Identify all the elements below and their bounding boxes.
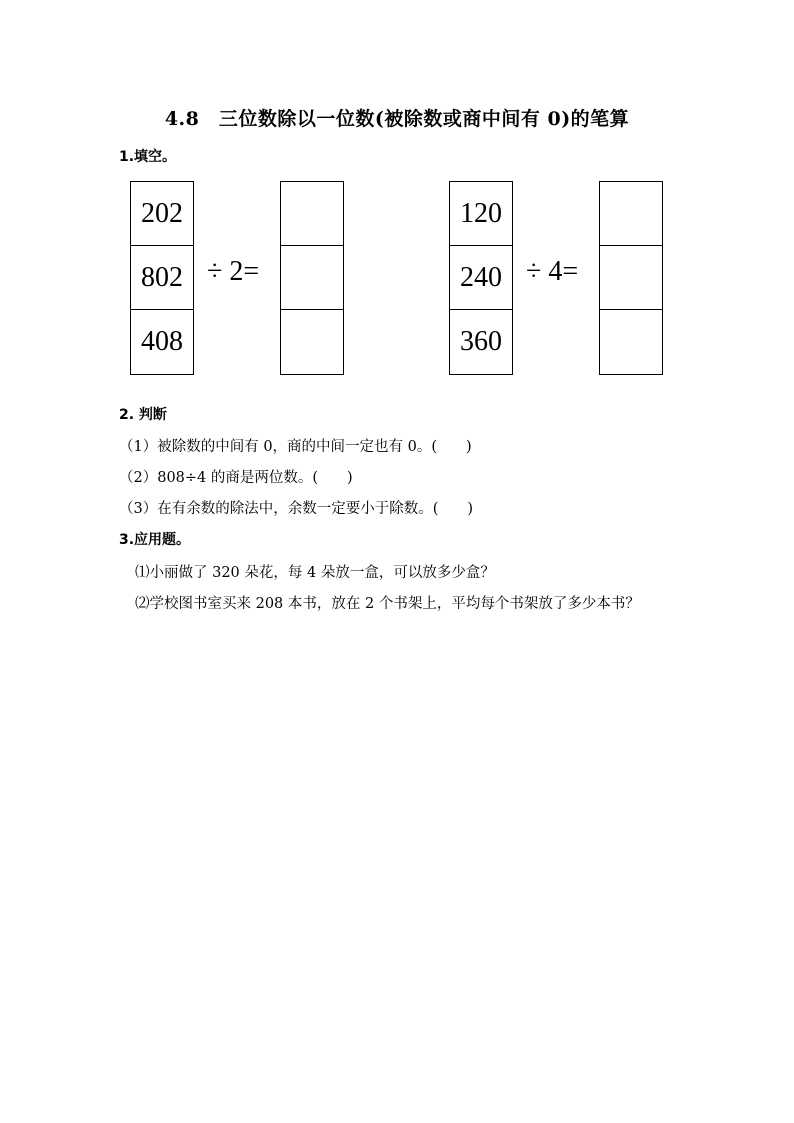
dividend-column-2 xyxy=(449,181,513,375)
section-3-heading: 3.应用题。 xyxy=(119,532,191,548)
dividend-cell: 202 xyxy=(131,182,193,246)
page-title: 4.8 三位数除以一位数(被除数或商中间有 0)的笔算 xyxy=(164,108,630,130)
word-problem: ⑵学校图书室买来 208 本书，放在 2 个书架上，平均每个书架放了多少本书？ xyxy=(135,596,640,612)
word-problem: ⑴小丽做了 320 朵花，每 4 朵放一盒，可以放多少盒？ xyxy=(135,565,495,581)
division-operator-2: ÷ 4= xyxy=(526,256,579,287)
dividend-cell: 408 xyxy=(141,326,183,357)
judgment-item: （2）808÷4 的商是两位数。( ) xyxy=(119,470,353,486)
answer-box[interactable] xyxy=(600,246,662,310)
judgment-item: （1）被除数的中间有 0，商的中间一定也有 0。( ) xyxy=(119,439,472,455)
answer-box[interactable] xyxy=(281,310,343,374)
section-1-heading: 1.填空。 xyxy=(119,149,177,165)
answer-column-1 xyxy=(280,181,344,375)
division-operator-1: ÷ 2= xyxy=(207,256,260,287)
dividend-cell: 240 xyxy=(450,246,512,310)
section-2-heading: 2. 判断 xyxy=(119,407,167,423)
answer-box[interactable] xyxy=(281,182,343,246)
answer-box[interactable] xyxy=(600,310,662,374)
answer-box[interactable] xyxy=(600,182,662,246)
answer-column-2 xyxy=(599,181,663,375)
dividend-column-1 xyxy=(130,181,194,375)
judgment-item: （3）在有余数的除法中，余数一定要小于除数。( ) xyxy=(119,501,474,517)
dividend-cell: 802 xyxy=(131,246,193,310)
dividend-cell: 120 xyxy=(450,182,512,246)
answer-box[interactable] xyxy=(281,246,343,310)
dividend-cell: 360 xyxy=(460,326,502,357)
